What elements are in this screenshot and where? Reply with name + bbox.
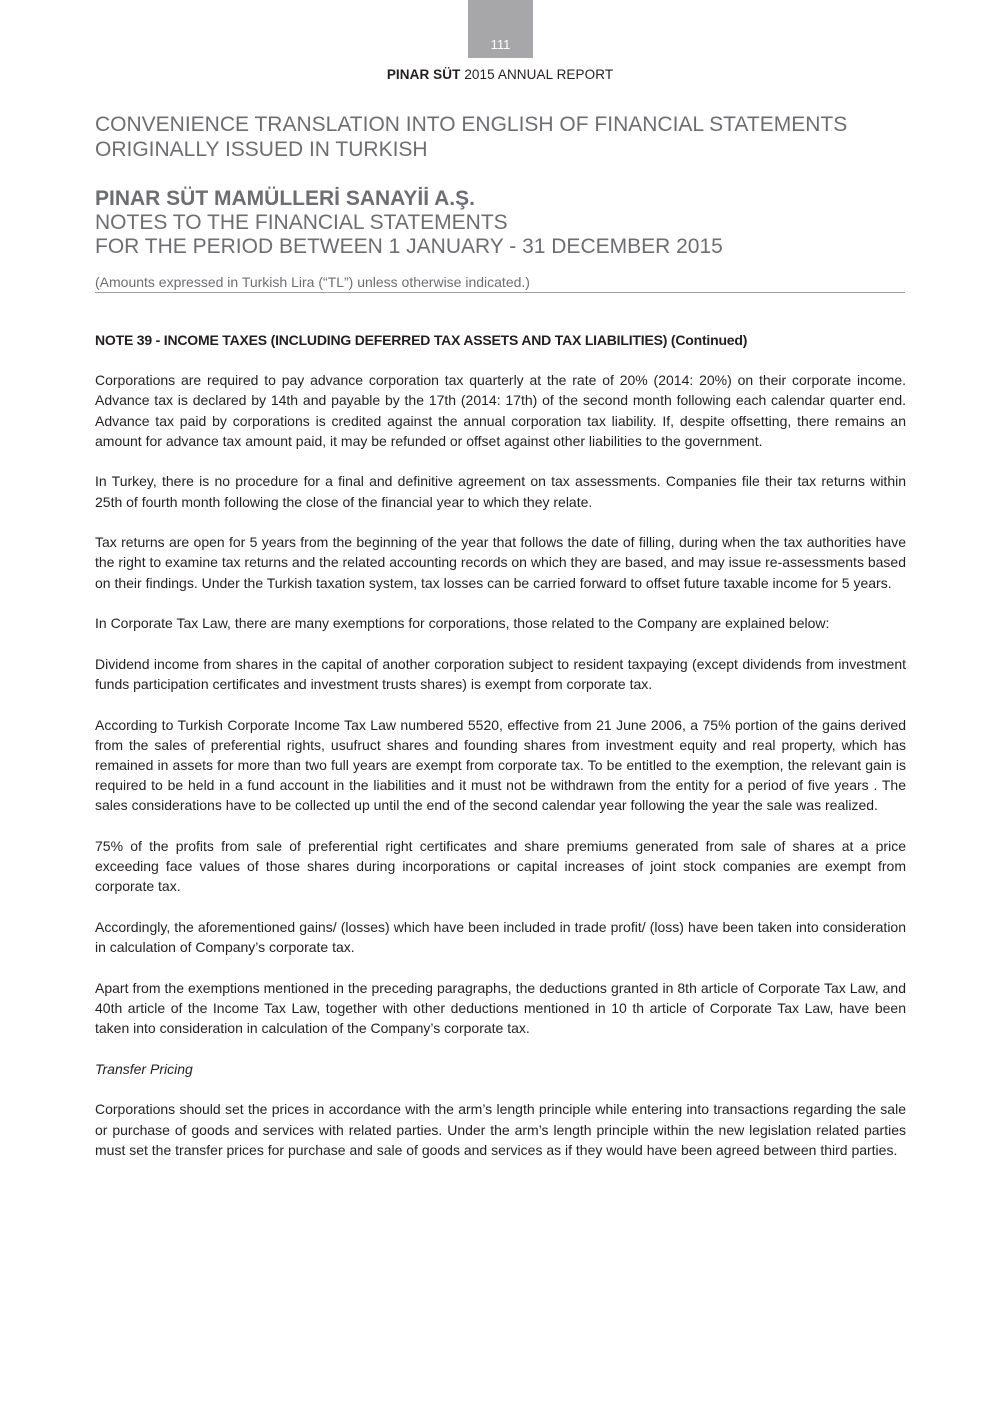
paragraph-advance-tax: Corporations are required to pay advance corporation tax quarterly at the rate of 20% (2014: 20%) on their corporate income. Advance tax is declared by 14th and payable by the 17th (2014: 17th) of the second month following each calendar quarter end. Advance tax paid by corporations is credited against the annual corporation tax liability. If, despite offsetting, there remains an amount for advance tax amount paid, it may be refunded or offset against other liabilities to the government.: [95, 372, 906, 449]
report-brand: PINAR SÜT: [386, 67, 461, 82]
convenience-translation-heading: [95, 112, 915, 162]
paragraph-gains-losses: Accordingly, the aforementioned gains/ (losses) which have been included in trade profit/ (loss) have been taken into consideration in calculation of Company’s corporate tax.: [95, 919, 906, 956]
period-title: FOR THE PERIOD BETWEEN 1 JANUARY - 31 DECEMBER 2015: [95, 235, 723, 258]
report-title: 2015 ANNUAL REPORT: [460, 67, 614, 82]
transfer-pricing-heading: Transfer Pricing: [95, 1060, 193, 1077]
paragraph-deductions: Apart from the exemptions mentioned in the preceding paragraphs, the deductions granted in 8th article of Corporate Tax Law, and 40th article of the Income Tax Law, together with other deductions mentioned in 10 th article of Corporate Tax Law, have been taken into consideration in calculation of the Company’s corporate tax.: [95, 979, 906, 1037]
paragraph-tax-law-5520: According to Turkish Corporate Income Tax Law numbered 5520, effective from 21 June 2006, a 75% portion of the gains derived from the sales of preferential rights, usufruct shares and founding shares from investment equity and real property, which has remained in assets for more than two full years are exempt from corporate tax. To be entitled to the exemption, the relevant gain is required to be held in a fund account in the liabilities and it must not be withdrawn from the entity for a period of five years . The sales considerations have to be collected up until the end of the second calendar year following the year the sale was realized.: [95, 716, 906, 814]
convenience-line-1: CONVENIENCE TRANSLATION INTO ENGLISH OF FINANCIAL STATEMENTS: [95, 113, 848, 136]
paragraph-preferential-rights: 75% of the profits from sale of preferential right certificates and share premiums generated from sale of shares at a price exceeding face values of those shares during incorporations or capital increases of joint stock companies are exempt from corporate tax.: [95, 838, 906, 895]
note-content: [95, 330, 906, 1180]
paragraph-transfer-pricing: Corporations should set the prices in accordance with the arm’s length principle while entering into transactions regarding the sale or purchase of goods and services with related parties. Under the arm’s length principle within the new legislation related parties must set the transfer prices for purchase and sale of goods and services as if they would have been agreed between third parties.: [95, 1101, 906, 1158]
paragraph-tax-returns: Tax returns are open for 5 years from the beginning of the year that follows the date of filling, during when the tax authorities have the right to examine tax returns and the related accounting records on which they are based, and may issue re-assessments based on their findings. Under the Turkish taxation system, tax losses can be carried forward to offset future taxable income for 5 years.: [95, 534, 906, 591]
note-heading: NOTE 39 - INCOME TAXES (INCLUDING DEFERRED TAX ASSETS AND TAX LIABILITIES) (Continued): [95, 332, 748, 348]
paragraph-tax-assessment: In Turkey, there is no procedure for a final and definitive agreement on tax assessments. Companies file their tax returns within 25th of fourth month following the close of the financial year to which they relate.: [95, 473, 906, 510]
company-name: PINAR SÜT MAMÜLLERİ SANAYİİ A.Ş.: [95, 187, 475, 210]
paragraph-exemptions-intro: In Corporate Tax Law, there are many exemptions for corporations, those related to the Company are explained below:: [95, 615, 830, 632]
page-number-tab: [468, 0, 533, 58]
paragraph-dividend-income: Dividend income from shares in the capital of another corporation subject to resident taxpaying (except dividends from investment funds participation certificates and investment trusts shares) is exempt from corporate tax.: [95, 655, 906, 692]
page-number: 111: [490, 37, 511, 52]
amounts-note: (Amounts expressed in Turkish Lira (“TL”) unless otherwise indicated.): [95, 274, 905, 293]
report-header: [0, 67, 1000, 82]
company-heading: [95, 187, 915, 259]
convenience-line-2: ORIGINALLY ISSUED IN TURKISH: [95, 138, 428, 161]
notes-title: NOTES TO THE FINANCIAL STATEMENTS: [95, 211, 508, 234]
